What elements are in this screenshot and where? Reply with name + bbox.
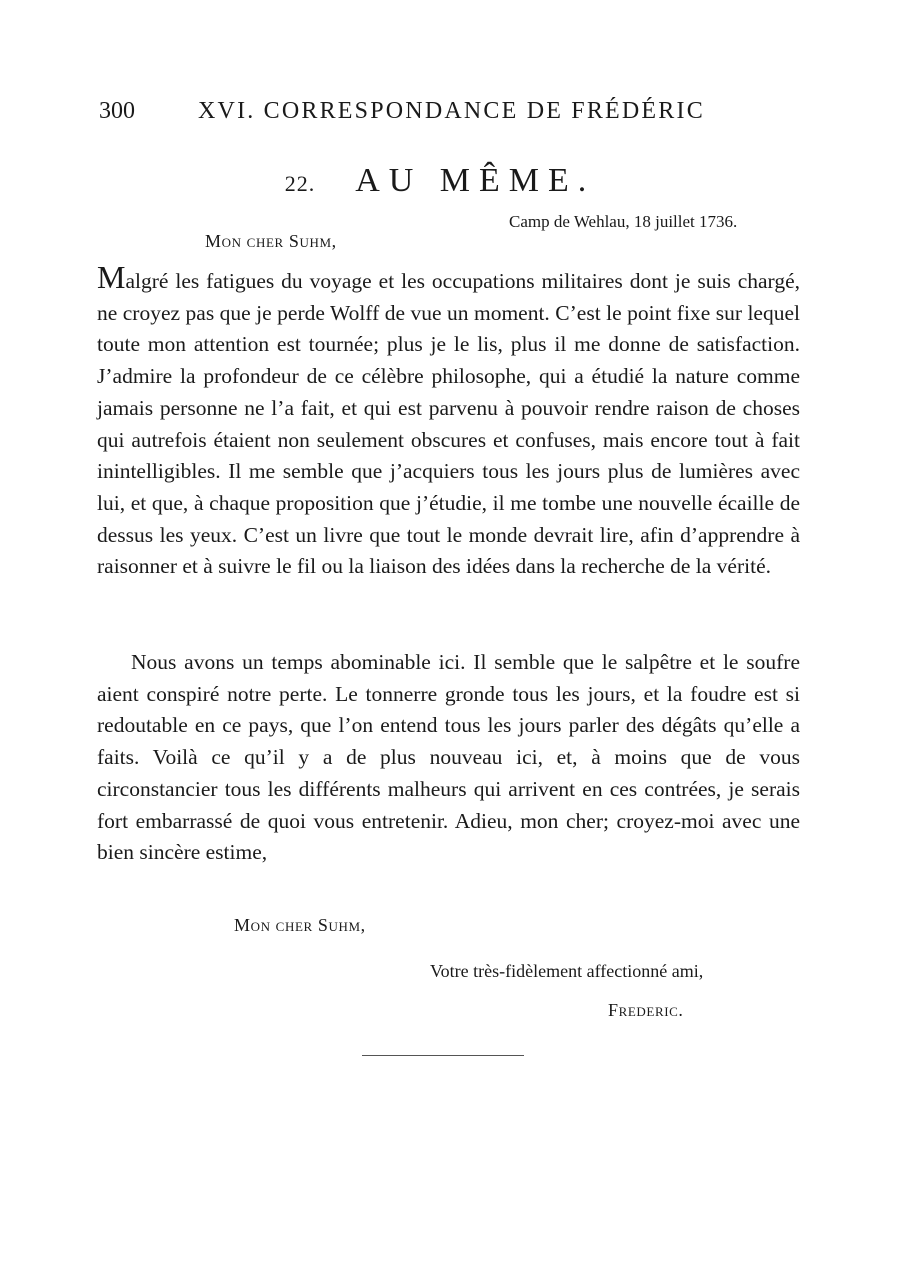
- valediction: Votre très-fidèlement affectionné ami,: [430, 961, 704, 981]
- paragraph-1: Malgré les fatigues du voyage et les occupations militaires dont je suis chargé, ne croyez pas que je perde Wolff de vue un moment. C’est le point fixe sur lequel toute mon attention est tournée; plus je le lis, plus il me donne de satisfaction. J’admire la profondeur de ce célèbre philosophe, qui a étudié la nature comme jamais personne ne l’a fait, et qui est parvenu à pouvoir rendre raison de choses qui autrefois étaient non seulement obscures et confuses, mais encore tout à fait inintelligibles. Il me semble que j’acquiers tous les jours plus de lumières avec lui, et que, à chaque proposition que j’étudie, il me tombe une nouvelle écaille de dessus les yeux. C’est un livre que tout le monde devrait lire, afin d’apprendre à raisonner et à suivre le fil ou la liaison des idées dans la recherche de la vérité.: [97, 259, 800, 579]
- page-number: 300: [99, 98, 135, 124]
- paragraph-2: Nous avons un temps abominable ici. Il semble que le salpêtre et le soufre aient conspiré notre perte. Le tonnerre gronde tous les jours, et la foudre est si redoutable en ce pays, que l’on entend tous les jours parler des dégâts qu’elle a faits. Voilà ce qu’il y a de plus nouveau ici, et, à moins que de vous circonstancier tous les différents malheurs qui arrivent en ces contrées, je serais fort embarrassé de quoi vous entretenir. Adieu, mon cher; croyez-moi avec une bien sincère estime,: [97, 650, 800, 865]
- place-date: Camp de Wehlau, 18 juillet 1736.: [509, 212, 738, 231]
- end-rule: [362, 1055, 524, 1056]
- letter-heading: [0, 162, 900, 200]
- salutation: Mon cher Suhm,: [205, 231, 337, 251]
- signature: Frederic.: [608, 1000, 684, 1020]
- running-title: XVI. CORRESPONDANCE DE FRÉDÉRIC: [198, 98, 705, 124]
- letter-number: 22.: [284, 171, 316, 196]
- letter-title: AU MÊME.: [355, 162, 596, 199]
- closing-salutation: Mon cher Suhm,: [234, 915, 366, 935]
